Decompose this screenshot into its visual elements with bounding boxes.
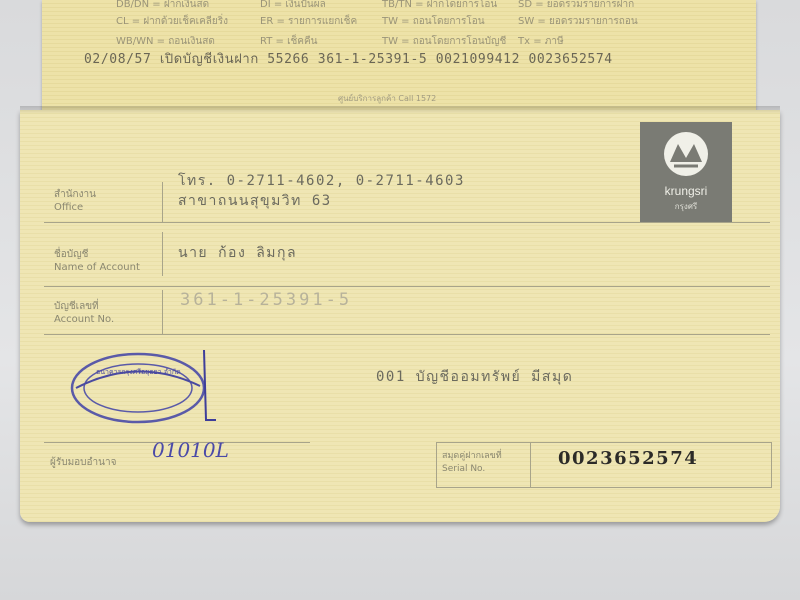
office-phone: โทร. 0-2711-4602, 0-2711-4603 <box>178 173 465 189</box>
serial-label-th: สมุดคู่ฝากเลขที่ <box>442 451 502 461</box>
office-label <box>54 188 96 214</box>
office-branch: สาขาถนนสุขุมวิท 63 <box>178 193 332 209</box>
office-label-en: Office <box>54 202 84 213</box>
logo-thai-wordmark: กรุงศรี <box>674 202 698 211</box>
account-no-label-th: บัญชีเลขที่ <box>54 301 99 312</box>
field-divider <box>162 290 163 334</box>
transaction-print-line: 02/08/57 เปิดบัญชีเงินฝาก 55266 361-1-25391-5 0021099412 0023652574 <box>84 52 613 67</box>
field-divider <box>530 442 531 488</box>
serial-label <box>442 450 502 476</box>
row-divider <box>44 222 770 223</box>
code-legend-item: TW = ถอนโดยการโอนบัญชี <box>382 36 507 47</box>
code-legend-item: WB/WN = ถอนเงินสด <box>116 36 215 47</box>
krungsri-logo <box>640 122 732 222</box>
account-name-value: นาย ก้อง ลิมกุล <box>178 245 298 261</box>
account-type: 001 บัญชีออมทรัพย์ มีสมุด <box>376 369 574 385</box>
page-fold-shadow <box>20 106 780 114</box>
authorized-signature: 01010L <box>152 438 229 462</box>
code-legend-item: TW = ถอนโดยการโอน <box>382 16 485 27</box>
passbook-page <box>20 110 780 522</box>
logo-wordmark: krungsri <box>664 184 708 198</box>
code-legend-item: DI = เงินปันผล <box>260 0 326 10</box>
field-divider <box>162 232 163 276</box>
code-legend-item: DB/DN = ฝากเงินสด <box>116 0 210 10</box>
row-divider <box>44 286 770 287</box>
account-no-label-en: Account No. <box>54 314 115 325</box>
account-no-value: 361-1-25391-5 <box>180 290 353 310</box>
code-legend-item: RT = เช็คคืน <box>260 36 318 47</box>
previous-page <box>42 0 756 112</box>
code-legend-item: CL = ฝากด้วยเช็คเคลียริ่ง <box>116 16 229 27</box>
office-label-th: สำนักงาน <box>54 189 96 200</box>
code-legend-item: SD = ยอดรวมรายการฝาก <box>518 0 635 10</box>
code-legend-item: Tx = ภาษี <box>518 36 564 47</box>
stamp-text: ธนาคารกรุงศรีอยุธยา จำกัด <box>96 368 181 376</box>
field-divider <box>162 182 163 222</box>
account-name-label-en: Name of Account <box>54 262 140 273</box>
account-name-label <box>54 248 140 274</box>
account-name-label-th: ชื่อบัญชี <box>54 249 89 260</box>
row-divider <box>44 334 770 335</box>
account-no-label <box>54 300 114 326</box>
authorized-label: ผู้รับมอบอำนาจ <box>50 457 117 468</box>
bank-stamp <box>56 338 236 438</box>
krungsri-emblem-icon <box>640 122 732 184</box>
call-center-footer: ศูนย์บริการลูกค้า Call 1572 <box>338 94 437 103</box>
serial-value: 0023652574 <box>558 448 699 469</box>
code-legend-item: SW = ยอดรวมรายการถอน <box>518 16 638 27</box>
serial-label-en: Serial No. <box>442 464 486 474</box>
code-legend-item: TB/TN = ฝากโดยการโอน <box>382 0 498 10</box>
code-legend-item: ER = รายการแยกเช็ค <box>260 16 358 27</box>
